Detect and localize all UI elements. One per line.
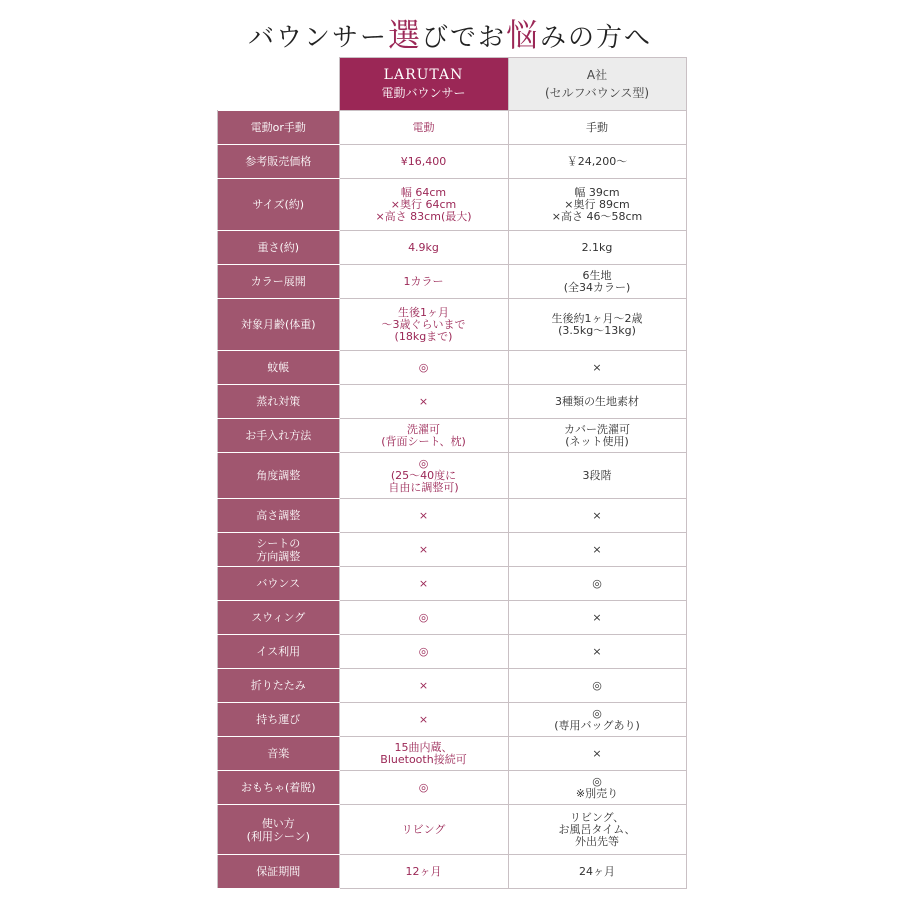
cell-larutan: リビング <box>339 805 508 855</box>
cell-company-a: ◎ (専用バッグあり) <box>508 703 686 737</box>
cell-larutan: 4.9kg <box>339 231 508 265</box>
cell-larutan: 電動 <box>339 111 508 145</box>
cell-company-a: ￥24,200〜 <box>508 145 686 179</box>
row-label: 音楽 <box>218 737 340 771</box>
title-part-2: びでお <box>421 23 506 53</box>
cell-larutan: ¥16,400 <box>339 145 508 179</box>
cell-larutan: × <box>339 385 508 419</box>
table-row <box>218 499 687 533</box>
table-row <box>218 351 687 385</box>
row-label: 参考販売価格 <box>218 145 340 179</box>
cell-company-a: × <box>508 499 686 533</box>
cell-larutan: × <box>339 499 508 533</box>
row-label: 折りたたみ <box>218 669 340 703</box>
header-larutan-sub: 電動バウンサー <box>381 86 466 100</box>
header-company-a <box>508 58 686 111</box>
table-row <box>218 635 687 669</box>
table-row <box>218 771 687 805</box>
table-row <box>218 179 687 231</box>
cell-company-a: 幅 39cm ×奥行 89cm ×高さ 46〜58cm <box>508 179 686 231</box>
cell-larutan: 12ヶ月 <box>339 855 508 889</box>
cell-company-a: リビング、 お風呂タイム、 外出先等 <box>508 805 686 855</box>
table-row <box>218 231 687 265</box>
cell-company-a: カバー洗濯可 (ネット使用) <box>508 419 686 453</box>
cell-company-a: 24ヶ月 <box>508 855 686 889</box>
table-header-row <box>218 58 687 111</box>
comparison-table <box>217 57 687 889</box>
header-larutan <box>339 58 508 111</box>
cell-larutan: × <box>339 669 508 703</box>
table-row <box>218 453 687 499</box>
cell-company-a: × <box>508 533 686 567</box>
row-label: サイズ(約) <box>218 179 340 231</box>
cell-company-a: × <box>508 737 686 771</box>
cell-company-a: 手動 <box>508 111 686 145</box>
table-row <box>218 533 687 567</box>
cell-company-a: ◎ <box>508 669 686 703</box>
title-part-3: みの方へ <box>540 23 653 53</box>
cell-larutan: ◎ <box>339 771 508 805</box>
cell-larutan: ◎ <box>339 635 508 669</box>
cell-company-a: 3種類の生地素材 <box>508 385 686 419</box>
table-row <box>218 385 687 419</box>
cell-company-a: × <box>508 601 686 635</box>
cell-company-a: ◎ ※別売り <box>508 771 686 805</box>
row-label: 蒸れ対策 <box>218 385 340 419</box>
table-row <box>218 265 687 299</box>
cell-larutan: ◎ <box>339 351 508 385</box>
cell-company-a: 生後約1ヶ月〜2歳 (3.5kg〜13kg) <box>508 299 686 351</box>
table-row <box>218 805 687 855</box>
table-row <box>218 111 687 145</box>
row-label: スウィング <box>218 601 340 635</box>
table-row <box>218 299 687 351</box>
table-row <box>218 601 687 635</box>
cell-larutan: 洗濯可 (背面シート、枕) <box>339 419 508 453</box>
table-row <box>218 145 687 179</box>
header-company-a-sub: (セルフバウンス型) <box>544 86 650 100</box>
row-label: イス利用 <box>218 635 340 669</box>
table-row <box>218 567 687 601</box>
row-label: 対象月齢(体重) <box>218 299 340 351</box>
row-label: 高さ調整 <box>218 499 340 533</box>
cell-larutan: ◎ (25〜40度に 自由に調整可) <box>339 453 508 499</box>
cell-larutan: × <box>339 703 508 737</box>
table-row <box>218 855 687 889</box>
table-row <box>218 737 687 771</box>
row-label: 保証期間 <box>218 855 340 889</box>
row-label: お手入れ方法 <box>218 419 340 453</box>
row-label: 電動or手動 <box>218 111 340 145</box>
header-company-a-brand: A社 <box>586 68 608 82</box>
cell-larutan: 生後1ヶ月 〜3歳ぐらいまで (18kgまで) <box>339 299 508 351</box>
cell-larutan: 15曲内蔵、 Bluetooth接続可 <box>339 737 508 771</box>
header-larutan-brand: LARUTAN <box>383 67 464 83</box>
cell-company-a: 3段階 <box>508 453 686 499</box>
row-label: シートの 方向調整 <box>218 533 340 567</box>
table-row <box>218 703 687 737</box>
title-accent-2: 悩 <box>506 16 541 54</box>
row-label: 使い方 (利用シーン) <box>218 805 340 855</box>
row-label: 重さ(約) <box>218 231 340 265</box>
row-label: バウンス <box>218 567 340 601</box>
row-label: 角度調整 <box>218 453 340 499</box>
cell-larutan: × <box>339 567 508 601</box>
cell-larutan: 幅 64cm ×奥行 64cm ×高さ 83cm(最大) <box>339 179 508 231</box>
cell-company-a: 6生地 (全34カラー) <box>508 265 686 299</box>
cell-larutan: ◎ <box>339 601 508 635</box>
title-accent-1: 選 <box>387 16 422 54</box>
cell-company-a: × <box>508 635 686 669</box>
header-blank-cell <box>218 58 340 111</box>
title-part-1: バウンサー <box>247 23 388 53</box>
row-label: 持ち運び <box>218 703 340 737</box>
cell-larutan: × <box>339 533 508 567</box>
row-label: おもちゃ(着脱) <box>218 771 340 805</box>
cell-company-a: 2.1kg <box>508 231 686 265</box>
table-row <box>218 419 687 453</box>
cell-company-a: ◎ <box>508 567 686 601</box>
cell-company-a: × <box>508 351 686 385</box>
page-title <box>0 14 900 56</box>
row-label: 蚊帳 <box>218 351 340 385</box>
table-row <box>218 669 687 703</box>
row-label: カラー展開 <box>218 265 340 299</box>
cell-larutan: 1カラー <box>339 265 508 299</box>
